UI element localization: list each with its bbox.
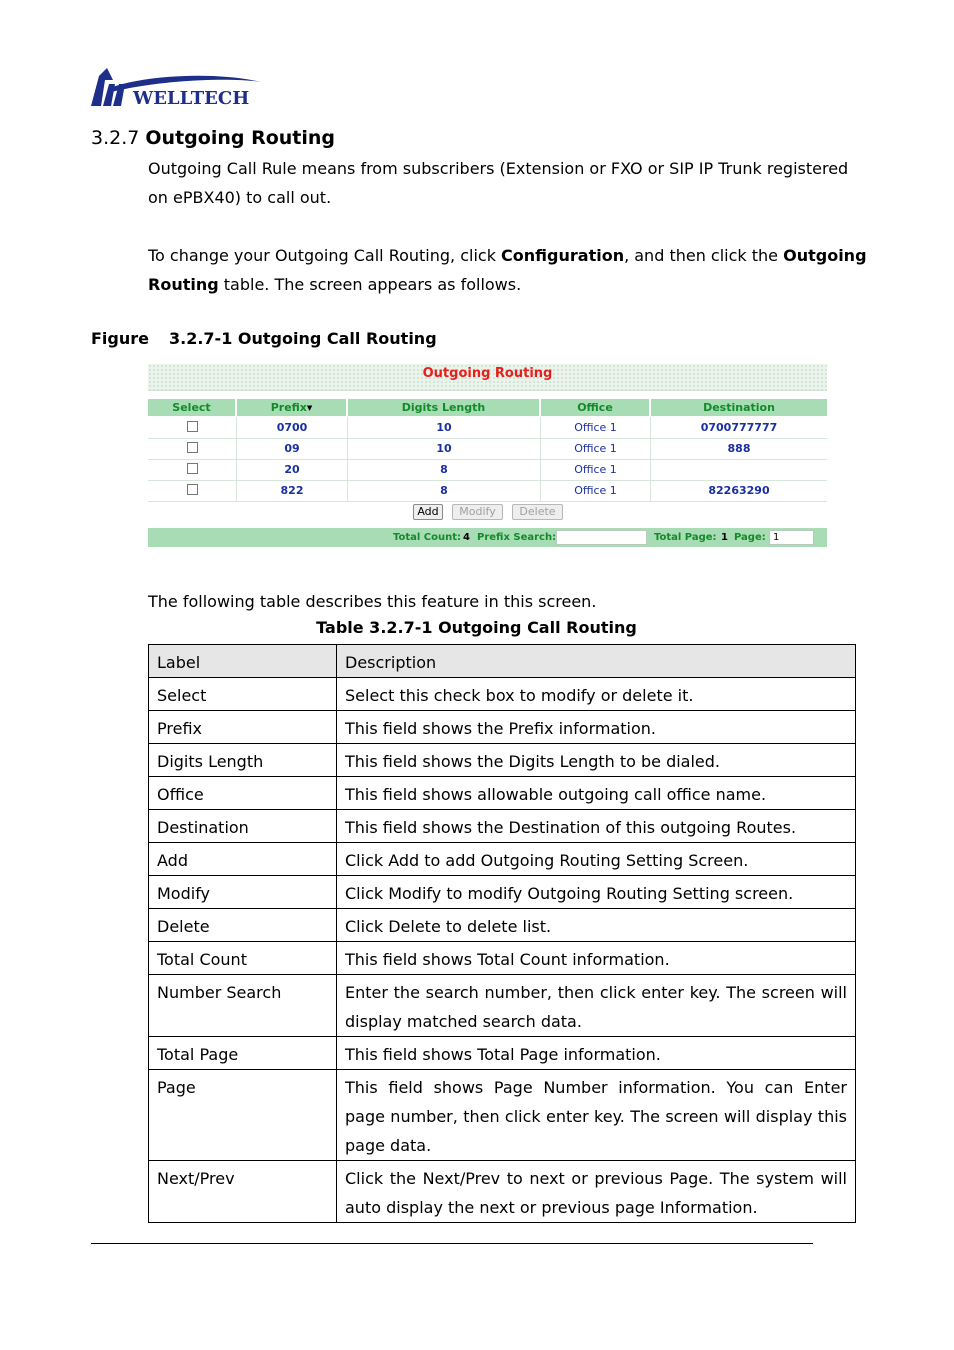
prefix-cell: 09 [237,438,348,459]
row-label: Destination [149,810,337,843]
row-label: Page [149,1070,337,1161]
table-row [148,480,827,502]
table-row [149,1161,856,1223]
row-description: This field shows the Destination of this outgoing Routes. [337,810,856,843]
table-row [149,843,856,876]
outgoing-routing-screenshot [148,364,827,547]
col-office[interactable]: Office [541,399,651,416]
add-button[interactable]: Add [413,504,443,520]
footer-rule [91,1243,813,1244]
table-header-row [149,645,856,678]
digits-length-cell: 8 [348,480,541,501]
row-label: Next/Prev [149,1161,337,1223]
table-row [149,678,856,711]
table-row [149,777,856,810]
col-prefix[interactable]: Prefix▼ [237,399,348,416]
sort-down-icon: ▼ [306,404,313,412]
svg-text:WELLTECH: WELLTECH [133,88,250,109]
row-description: This field shows Total Count information. [337,942,856,975]
row-description: Click Modify to modify Outgoing Routing Setting screen. [337,876,856,909]
prefix-cell: 20 [237,459,348,480]
destination-cell [651,459,827,480]
destination-cell: 0700777777 [700,421,778,434]
row-label: Prefix [149,711,337,744]
row-label: Number Search [149,975,337,1037]
modify-button[interactable]: Modify [452,504,503,520]
row-description: Enter the search number, then click enter key. The screen will display matched search data. [337,975,856,1037]
table-row [148,459,827,481]
row-label: Delete [149,909,337,942]
col-select[interactable]: Select [148,399,237,416]
row-description: Click the Next/Prev to next or previous Page. The system will auto display the next or previous page Information. [337,1161,856,1223]
section-number: 3.2.7 [91,127,140,149]
row-description: This field shows Page Number information. You can Enter page number, then click enter key. The screen will display this page data. [337,1070,856,1161]
row-checkbox[interactable] [187,421,198,432]
figure-caption: Figure 3.2.7-1 Outgoing Call Routing [91,329,437,348]
table-row [149,1037,856,1070]
table-row [149,942,856,975]
digits-length-cell: 10 [348,438,541,459]
row-label: Modify [149,876,337,909]
destination-cell: 888 [727,442,751,455]
row-label: Total Count [149,942,337,975]
instruction-paragraph: To change your Outgoing Call Routing, click Configuration, and then click the Outgoing Routing table. The screen appears as follows. [148,246,867,294]
grid-header [148,399,827,416]
row-checkbox[interactable] [187,442,198,453]
row-label: Digits Length [149,744,337,777]
table-row [149,876,856,909]
outgoing-routing-term: Outgoing Routing [148,246,867,294]
description-table [148,644,856,1223]
table-row [149,1070,856,1161]
office-cell: Office 1 [541,480,651,501]
intro-paragraph: Outgoing Call Rule means from subscribers (Extension or FXO or SIP IP Trunk registered on ePBX40) to call out. [148,159,849,207]
table-row [149,810,856,843]
table-caption: Table 3.2.7-1 Outgoing Call Routing [316,618,637,637]
total-page-label: Total Page: [654,532,717,543]
table-row [149,744,856,777]
row-description: This field shows the Prefix information. [337,711,856,744]
panel-footer [148,528,827,547]
office-cell: Office 1 [541,459,651,480]
page-label: Page: [734,532,766,543]
table-row [149,975,856,1037]
destination-cell: 82263290 [708,484,770,497]
page-input[interactable]: 1 [769,530,814,545]
row-description: Click Add to add Outgoing Routing Setting Screen. [337,843,856,876]
office-cell: Office 1 [541,438,651,459]
header-description: Description [337,645,856,678]
section-heading [91,127,335,149]
table-row [148,417,827,439]
configuration-term: Configuration [501,246,625,265]
row-label: Total Page [149,1037,337,1070]
table-row [148,438,827,460]
total-page-value: 1 [721,532,728,543]
row-label: Select [149,678,337,711]
office-cell: Office 1 [541,417,651,438]
row-description: This field shows allowable outgoing call office name. [337,777,856,810]
col-digits-length[interactable]: Digits Length [348,399,541,416]
welltech-logo [89,66,269,110]
col-destination[interactable]: Destination [703,401,775,414]
row-description: Click Delete to delete list. [337,909,856,942]
digits-length-cell: 10 [348,417,541,438]
row-label: Add [149,843,337,876]
delete-button[interactable]: Delete [512,504,563,520]
total-count-value: 4 [463,532,470,543]
row-label: Office [149,777,337,810]
header-label: Label [149,645,337,678]
section-title: Outgoing Routing [145,127,336,149]
row-checkbox[interactable] [187,484,198,495]
table-row [149,711,856,744]
prefix-search-label: Prefix Search: [477,532,557,543]
row-description: This field shows Total Page information. [337,1037,856,1070]
row-checkbox[interactable] [187,463,198,474]
table-row [149,909,856,942]
panel-title: Outgoing Routing [422,366,553,381]
prefix-cell: 0700 [237,417,348,438]
table-intro: The following table describes this feature in this screen. [148,592,597,611]
digits-length-cell: 8 [348,459,541,480]
prefix-search-input[interactable] [556,530,647,545]
prefix-cell: 822 [237,480,348,501]
total-count-label: Total Count: [393,532,462,543]
row-description: Select this check box to modify or delete it. [337,678,856,711]
row-description: This field shows the Digits Length to be dialed. [337,744,856,777]
